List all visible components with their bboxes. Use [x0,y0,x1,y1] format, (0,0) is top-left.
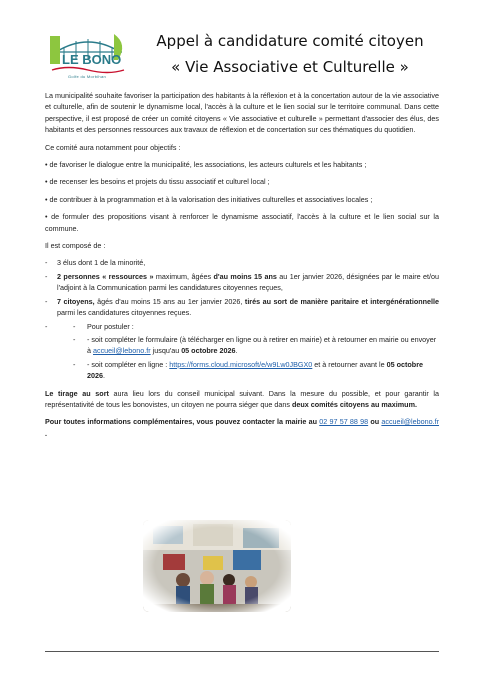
footer-divider [45,651,439,652]
title-line-2: « Vie Associative et Culturelle » [171,58,409,76]
contact-email-link[interactable]: accueil@lebono.fr [381,417,440,427]
page-title [140,28,440,80]
title-line-1: Appel à candidature comité citoyen [156,32,424,50]
objective-item: • de contribuer à la programmation et à la valorisation des initiatives culturelles et associatives locales ; [45,194,373,204]
composition-item [45,321,439,382]
apply-option-online: - - soit compléter en ligne : https://forms.cloud.microsoft/e/w9Lw0JBGX0 et à retourner avant le 05 octobre 2026. [73,359,439,382]
svg-text:LE BONO: LE BONO [62,52,122,67]
logo-subtitle: Golfe du Morbihan [67,74,106,79]
objective-item: • de favoriser le dialogue entre la municipalité, les associations, les acteurs culturels et les habitants ; [45,160,367,170]
intro-paragraph: La municipalité souhaite favoriser la participation des habitants à la réflexion et à la concertation autour de la vie associative et culturelle, afin de soutenir le dynamisme local, l'accès à la culture et le lien social sur le territoire communal. Dans cette perspective, il est proposé de créer un comité citoyens « Vie associative et culturelle » permettant d'associer des élus, des habitants et des personnes ressources aux travaux de réflexion et de concertation sur ces thématiques du quotidien. [45,91,439,135]
apply-option-form: - - soit compléter le formulaire (à télécharger en ligne ou à retirer en mairie) et à retourner en mairie ou envoyer à accueil@lebono.fr jusqu'au 05 octobre 2026. [73,334,439,357]
composition-item: - 7 citoyens, âgés d'au moins 15 ans au 1er janvier 2026, tirés au sort de manière paritaire et intergénérationnelle parmi les candidatures citoyennes reçues. [45,296,439,319]
objective-item: • de recenser les besoins et projets du tissu associatif et culturel local ; [45,177,270,187]
apply-section [73,321,439,382]
objective-item: • de formuler des propositions visant à renforcer le dynamisme associatif, l'accès à la culture et le lien social sur la commune. [45,212,439,233]
apply-list [73,321,439,382]
draw-paragraph: Le tirage au sort aura lieu lors du conseil municipal suivant. Dans la mesure du possible, et pour garantir la représentativité de tous les bonovistes, un citoyen ne pourra siéger que dans deux comités citoyens au maximum. [45,388,440,409]
objectives-heading: Ce comité aura notamment pour objectifs : [45,142,181,152]
composition-heading: Il est composé de : [45,241,106,251]
phone-link[interactable]: 02 97 57 88 98 [319,417,369,427]
form-link[interactable]: https://forms.cloud.microsoft/e/w9Lw0JBGX0 [169,359,313,369]
contact-paragraph: Pour toutes informations complémentaires, vous pouvez contacter la mairie au 02 97 57 88 98 ou accueil@lebono.fr . [45,417,440,438]
event-photo [143,520,291,612]
le-bono-logo [48,30,128,80]
composition-item: - 3 élus dont 1 de la minorité, [45,257,439,268]
apply-heading: - - Pour postuler : [73,321,439,332]
document-body [45,90,439,445]
composition-list [45,257,439,381]
email-link[interactable]: accueil@lebono.fr [93,346,151,356]
composition-item: - 2 personnes « ressources » maximum, âgées d'au moins 15 ans au 1er janvier 2026, désignées par le maire et/ou l'adjoint à la Communication parmi les candidatures citoyennes reçues, [45,271,439,294]
